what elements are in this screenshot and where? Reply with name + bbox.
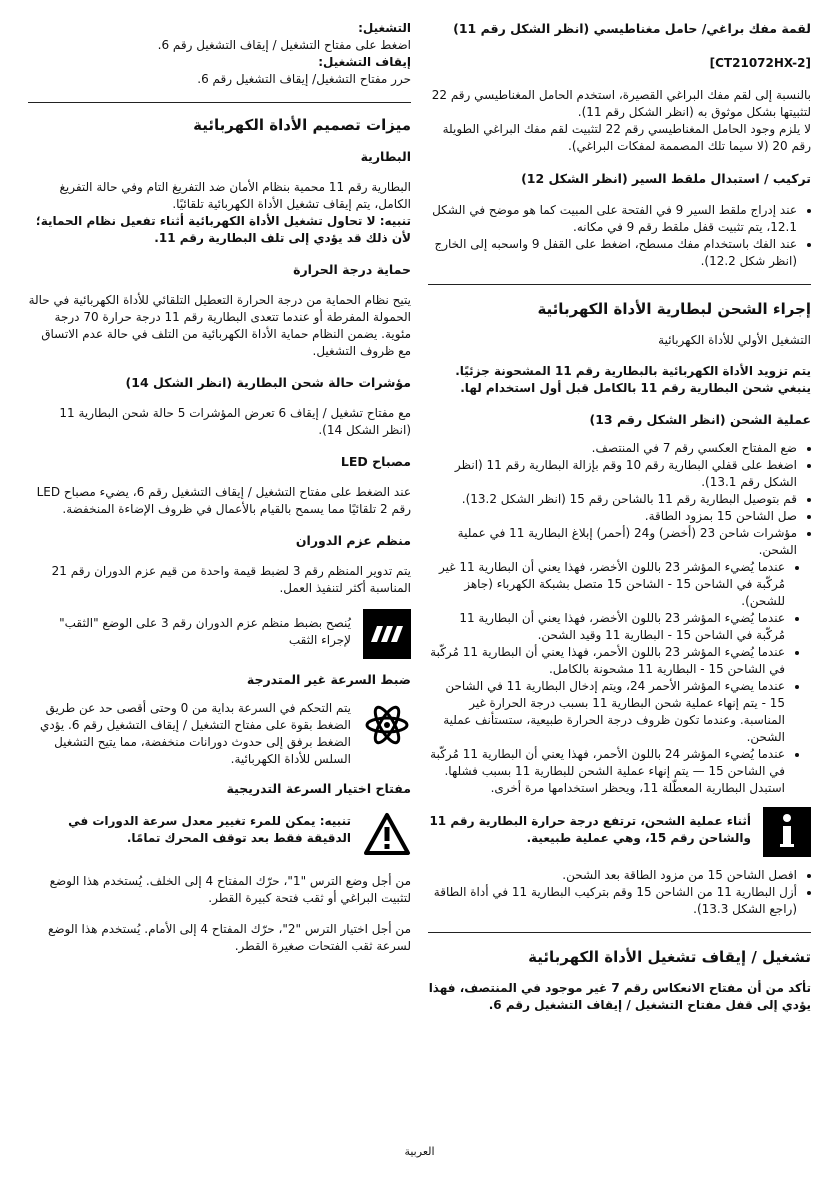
speed-text: يتم التحكم في السرعة بداية من 0 وحتى أقصى حد عن طريق الضغط بقوة على مفتاح التشغيل / إيقاف التشغيل رقم 6. يؤدي الضغط برفق إلى حدوث دورانات منخفضة، مما يتيح التشغيل السلس للأداة الكهربائية.: [39, 701, 351, 766]
bit-paragraph: لا يلزم وجود الحامل المغناطيسي رقم 22 لتثبيت لقم مفك البراغي الطويلة رقم 20 (لا سيما تلك المصممة لمفكات البراغي).: [442, 122, 811, 153]
left-column: [28, 20, 411, 955]
after-charging-list: [428, 867, 811, 918]
drill-mode-icon: [363, 609, 411, 659]
heading-switch-on: التشغيل:: [358, 21, 411, 35]
list-item: • قم بتوصيل البطارية رقم 11 بالشاحن رقم 15 (انظر الشكل 13.2).: [428, 491, 797, 508]
drill-note-text: يُنصح بضبط منظم عزم الدوران رقم 3 على الوضع "الثقب" لإجراء الثقب: [59, 616, 351, 647]
gear-1-text: من أجل وضع الترس "1"، حرّك المفتاح 4 إلى الخلف. يُستخدم هذا الوضع لتثبيت البراغي أو ثقب فتحة كبيرة القطر.: [49, 874, 411, 905]
subheading-variable-speed: ضبط السرعة غير المتدرجة: [246, 672, 411, 687]
subheading-gear-selector: مفتاح اختيار السرعة التدريجية: [226, 781, 411, 796]
list-item: • عندما يُضيء المؤشر 23 باللون الأحمر، فهذا يعني أن البطارية 11 مُركّبة في الشاحن 15 - البطارية 11 مشحونة بالكامل.: [428, 644, 785, 678]
info-note-box: [428, 807, 811, 857]
model-number: [CT21072HX-2]: [709, 56, 811, 70]
section-heading-belt-clip: تركيب / استبدال ملقط السير (انظر الشكل 12): [521, 171, 811, 186]
atom-icon: [363, 700, 411, 750]
drill-note-box: [28, 609, 411, 659]
list-item: • اضغط على قفلي البطارية رقم 10 وقم بإزالة البطارية رقم 11 (انظر الشكل رقم 13.1).: [428, 457, 797, 491]
section-heading-screwdriver-bit: لقمة مفك براغي/ حامل مغناطيسي (انظر الشكل رقم 11): [453, 21, 811, 36]
indicator-status-list: [428, 559, 811, 797]
led-text: عند الضغط على مفتاح التشغيل / إيقاف التشغيل رقم 6، يضيء مصباح LED رقم 2 تلقائيًا مما يسمح بالقيام بالأعمال في ظروف الإضاءة المنخفضة.: [36, 485, 411, 516]
battery-warning: تنبيه: لا تحاول تشغيل الأداة الكهربائية أثناء تفعيل نظام الحماية؛ لأن ذلك قد يؤدي إلى تلف البطارية رقم 11.: [35, 214, 411, 245]
bit-paragraph: بالنسبة إلى لقم مفك البراغي القصيرة، استخدم الحامل المغناطيسي رقم 22 لتثبيتها بشكل موثوق به (انظر الشكل رقم 11).: [431, 88, 811, 119]
gear-warning-box: [28, 809, 411, 859]
battery-text: البطارية رقم 11 محمية بنظام الأمان ضد التفريغ التام وفي حالة التفريغ الكامل، يتم إيقاف تشغيل الأداة الكهربائية تلقائيًا.: [59, 180, 411, 211]
subheading-charging-process: عملية الشحن (انظر الشكل رقم 13): [589, 412, 811, 427]
subheading-torque: منظم عزم الدوران: [295, 533, 411, 548]
list-item: • عندما يُضيء المؤشر 24 باللون الأحمر، فهذا يعني أن البطارية 11 مُركّبة في الشاحن 15 — يتم إنهاء عملية الشحن للبطارية 11 بسبب فشلها. استبدل البطارية المعطّلة 11، ويحظر استخدامها مرة أخرى.: [428, 746, 785, 797]
subheading-battery: البطارية: [360, 149, 411, 164]
list-item: • عند الفك باستخدام مفك مسطح، اضغط على القفل 9 واسحبه إلى الخارج (انظر شكل 12.2).: [428, 236, 797, 270]
subheading-initial-operation: التشغيل الأولي للأداة الكهربائية: [658, 333, 811, 347]
list-item: • عندما يضيء المؤشر الأحمر 24، ويتم إدخال البطارية 11 في الشاحن 15 - يتم إنهاء عملية شحن البطارية 11 بسبب درجة الحرارة غير المناسبة. وعندما تكون ظروف درجة الحرارة طبيعية، ستستأنف عملية الشحن.: [428, 678, 785, 746]
indicators-text: مع مفتاح تشغيل / إيقاف 6 تعرض المؤشرات 5 حالة شحن البطارية 11 (انظر الشكل 14).: [59, 406, 411, 437]
list-item: • أزل البطارية 11 من الشاحن 15 وقم بتركيب البطارية 11 في أداة الطاقة (راجع الشكل 13.3).: [428, 884, 797, 918]
list-item: • صل الشاحن 15 بمزود الطاقة.: [428, 508, 797, 525]
list-item: • مؤشرات شاحن 23 (أخضر) و24 (أحمر) إبلاغ البطارية 11 في عملية الشحن.: [428, 525, 797, 559]
right-column: [428, 20, 811, 1014]
heading-switch-off: إيقاف التشغيل:: [318, 55, 411, 69]
list-item: • عندما يُضيء المؤشر 23 باللون الأخضر، فهذا يعني أن البطارية 11 مُركّبة في الشاحن 15 - البطارية 11 وقيد الشحن.: [428, 610, 785, 644]
divider: [428, 284, 811, 285]
section-heading-on-off: تشغيل / إيقاف تشغيل الأداة الكهربائية: [528, 948, 811, 966]
gear-2-text: من أجل اختيار الترس "2"، حرّك المفتاح 4 إلى الأمام. يُستخدم هذا الوضع لسرعة ثقب الفتحات صغيرة القطر.: [47, 922, 411, 953]
list-item: • عندما يُضيء المؤشر 23 باللون الأخضر، فهذا يعني أن البطارية 11 غير مُركّبة في الشاحن 15 - الشاحن 15 متصل بشبكة الكهرباء (جاهز للشحن).: [428, 559, 785, 610]
divider: [28, 102, 411, 103]
switch-on-text: اضغط على مفتاح التشغيل / إيقاف التشغيل رقم 6.: [157, 38, 411, 52]
torque-text: يتم تدوير المنظم رقم 3 لضبط قيمة واحدة من قيم عزم الدوران رقم 21 المناسبة أكثر لتنفيذ العمل.: [51, 564, 411, 595]
initial-operation-text: يتم تزويد الأداة الكهربائية بالبطارية رقم 11 المشحونة جزئيًا. ينبغي شحن البطارية رقم 11 بالكامل قبل أول استخدام لها.: [455, 364, 811, 395]
subheading-led: مصباح LED: [340, 454, 411, 469]
switch-off-text: حرر مفتاح التشغيل/ إيقاف التشغيل رقم 6.: [197, 72, 411, 86]
subheading-temperature: حماية درجة الحرارة: [293, 262, 411, 277]
gear-warning-text: تنبيه: يمكن للمرء تغيير معدل سرعة الدورات في الدقيقة فقط بعد توقف المحرك تمامًا.: [68, 814, 351, 845]
charging-steps-list: [428, 440, 811, 559]
section-heading-features: ميزات تصميم الأداة الكهربائية: [193, 116, 411, 134]
warning-icon: [363, 809, 411, 859]
list-item: • عند إدراج ملقط السير 9 في الفتحة على المبيت كما هو موضح في الشكل 12.1، يتم تثبيت قفل ملقط رقم 9 في مكانه.: [428, 202, 797, 236]
subheading-charge-indicators: مؤشرات حالة شحن البطارية (انظر الشكل 14): [125, 375, 411, 390]
page-footer-language: العربية: [404, 1145, 435, 1158]
divider: [428, 932, 811, 933]
list-item: • افصل الشاحن 15 من مزود الطاقة بعد الشحن.: [428, 867, 797, 884]
speed-note-box: [28, 700, 411, 768]
belt-clip-list: [428, 202, 811, 270]
list-item: • ضع المفتاح العكسي رقم 7 في المنتصف.: [428, 440, 797, 457]
on-off-text: تأكد من أن مفتاح الانعكاس رقم 7 غير موجود في المنتصف، فهذا يؤدي إلى قفل مفتاح التشغيل / إيقاف التشغيل رقم 6.: [428, 981, 811, 1012]
section-heading-charging: إجراء الشحن لبطارية الأداة الكهربائية: [537, 300, 811, 318]
temperature-text: يتيح نظام الحماية من درجة الحرارة التعطيل التلقائي للأداة الكهربائية في حالة الحمولة المفرطة أو عندما تتعدى البطارية رقم 11 درجة حرارة 70 درجة مئوية. يضمن النظام حماية الأداة الكهربائية من التلف في حالة عدم الاتساق مع ظروف التشغيل.: [28, 293, 411, 358]
info-note-text: أثناء عملية الشحن، ترتفع درجة حرارة البطارية رقم 11 والشاحن رقم 15، وهي عملية طبيعية.: [429, 814, 751, 845]
info-icon: [763, 807, 811, 857]
